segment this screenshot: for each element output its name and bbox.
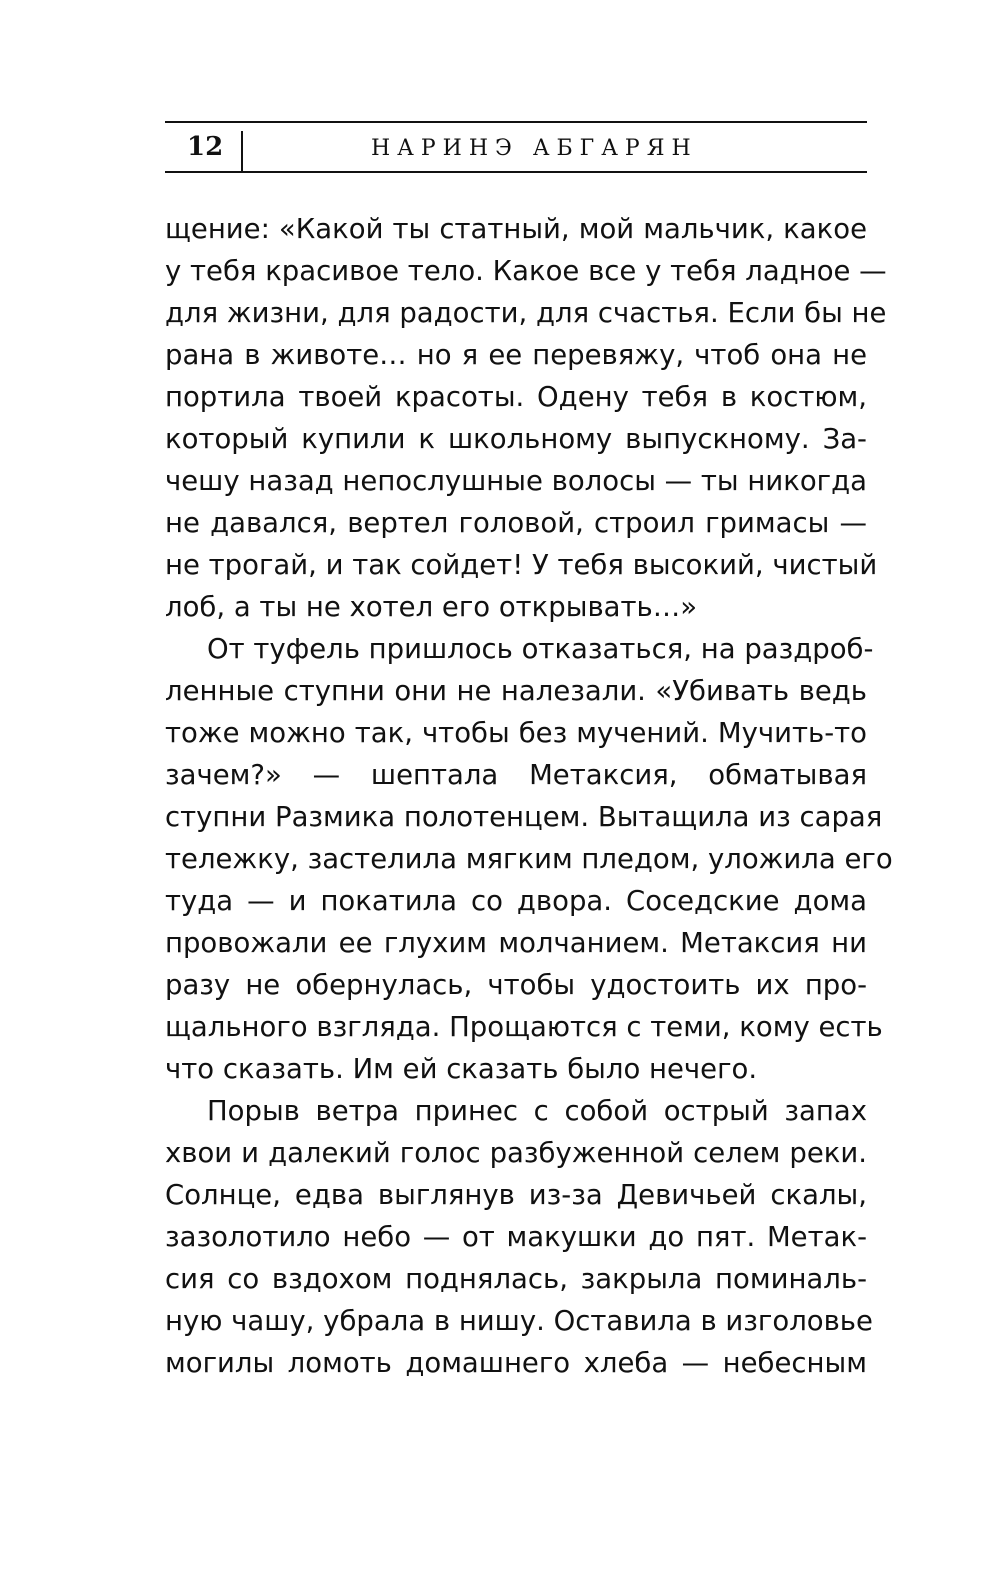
text-line: ную чашу, убрала в нишу. Оставила в изголовье (165, 1305, 873, 1337)
text-line: разу не обернулась, чтобы удостоить их про- (165, 969, 867, 1001)
text-line: туда — и покатила со двора. Соседские дома (165, 885, 867, 917)
text-line: Порыв ветра принес с собой острый запах (207, 1095, 867, 1127)
text-line: ленные ступни они не налезали. «Убивать ведь (165, 675, 867, 707)
text-line: что сказать. Им ей сказать было нечего. (165, 1053, 758, 1085)
text-line: рана в животе… но я ее перевяжу, чтоб она не (165, 339, 867, 371)
text-line: тележку, застелила мягким пледом, уложила его (165, 843, 893, 875)
text-line: не давался, вертел головой, строил гримасы — (165, 507, 867, 539)
text-line: зачем?» — шептала Метаксия, обматывая (165, 759, 867, 791)
text-line: могилы ломоть домашнего хлеба — небесным (165, 1347, 867, 1379)
paragraph (165, 1090, 873, 1384)
running-header (165, 121, 867, 173)
text-line: щение: «Какой ты статный, мой мальчик, какое (165, 213, 867, 245)
page-number: 12 (187, 132, 224, 162)
body-text (165, 208, 893, 1384)
text-line: щального взгляда. Прощаются с теми, кому есть (165, 1011, 883, 1043)
text-line: зазолотило небо — от макушки до пят. Метак- (165, 1221, 867, 1253)
text-line: у тебя красивое тело. Какое все у тебя ладное — (165, 255, 887, 287)
author-name: НАРИНЭ АБГАРЯН (371, 136, 698, 161)
text-line: сия со вздохом поднялась, закрыла поминаль- (165, 1263, 867, 1295)
paragraph (165, 208, 887, 628)
text-line: не трогай, и так сойдет! У тебя высокий, чистый (165, 549, 878, 581)
text-line: ступни Размика полотенцем. Вытащила из сарая (165, 801, 883, 833)
text-line: Солнце, едва выглянув из-за Девичьей скалы, (165, 1179, 867, 1211)
text-line: для жизни, для радости, для счастья. Если бы не (165, 297, 887, 329)
text-line: лоб, а ты не хотел его открывать…» (165, 591, 698, 623)
header-divider (241, 131, 243, 171)
text-line: От туфель пришлось отказаться, на раздроб- (207, 633, 874, 665)
text-line: тоже можно так, чтобы без мучений. Мучить-то (165, 717, 867, 749)
text-line: портила твоей красоты. Одену тебя в костюм, (165, 381, 867, 413)
text-line: провожали ее глухим молчанием. Метаксия ни (165, 927, 867, 959)
paragraph (165, 628, 893, 1090)
text-line: который купили к школьному выпускному. За- (165, 423, 867, 455)
text-line: хвои и далекий голос разбуженной селем реки. (165, 1137, 867, 1169)
text-line: чешу назад непослушные волосы — ты никогда (165, 465, 867, 497)
